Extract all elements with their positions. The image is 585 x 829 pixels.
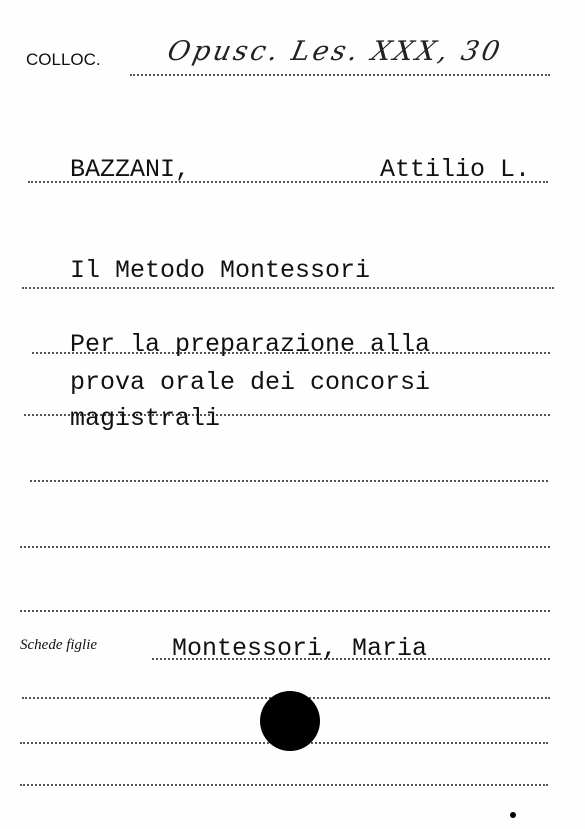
ink-dot [510, 812, 516, 818]
title-dotted-line [22, 287, 554, 289]
schede-figlie-label: Schede figlie [20, 637, 98, 653]
empty-dotted-line [20, 546, 550, 548]
colloc-dotted-line [130, 74, 550, 76]
author-given-name: Attilio L. [380, 155, 531, 184]
empty-dotted-line [30, 480, 548, 482]
subtitle-line-3: magistrali [70, 404, 221, 433]
empty-dotted-line [20, 610, 550, 612]
schede-figlie-value: Montessori, Maria [172, 634, 428, 663]
empty-dotted-line [20, 784, 548, 786]
author-surname: BAZZANI, [70, 155, 191, 184]
colloc-value: Opusc. Les. XXX, 30 [164, 36, 506, 67]
punch-hole [260, 691, 320, 751]
subtitle-line-2: prova orale dei concorsi [70, 368, 431, 397]
title-line: Il Metodo Montessori [70, 256, 371, 285]
subtitle-line-1: Per la preparazione alla [70, 330, 431, 359]
colloc-label: COLLOC. [26, 50, 101, 69]
